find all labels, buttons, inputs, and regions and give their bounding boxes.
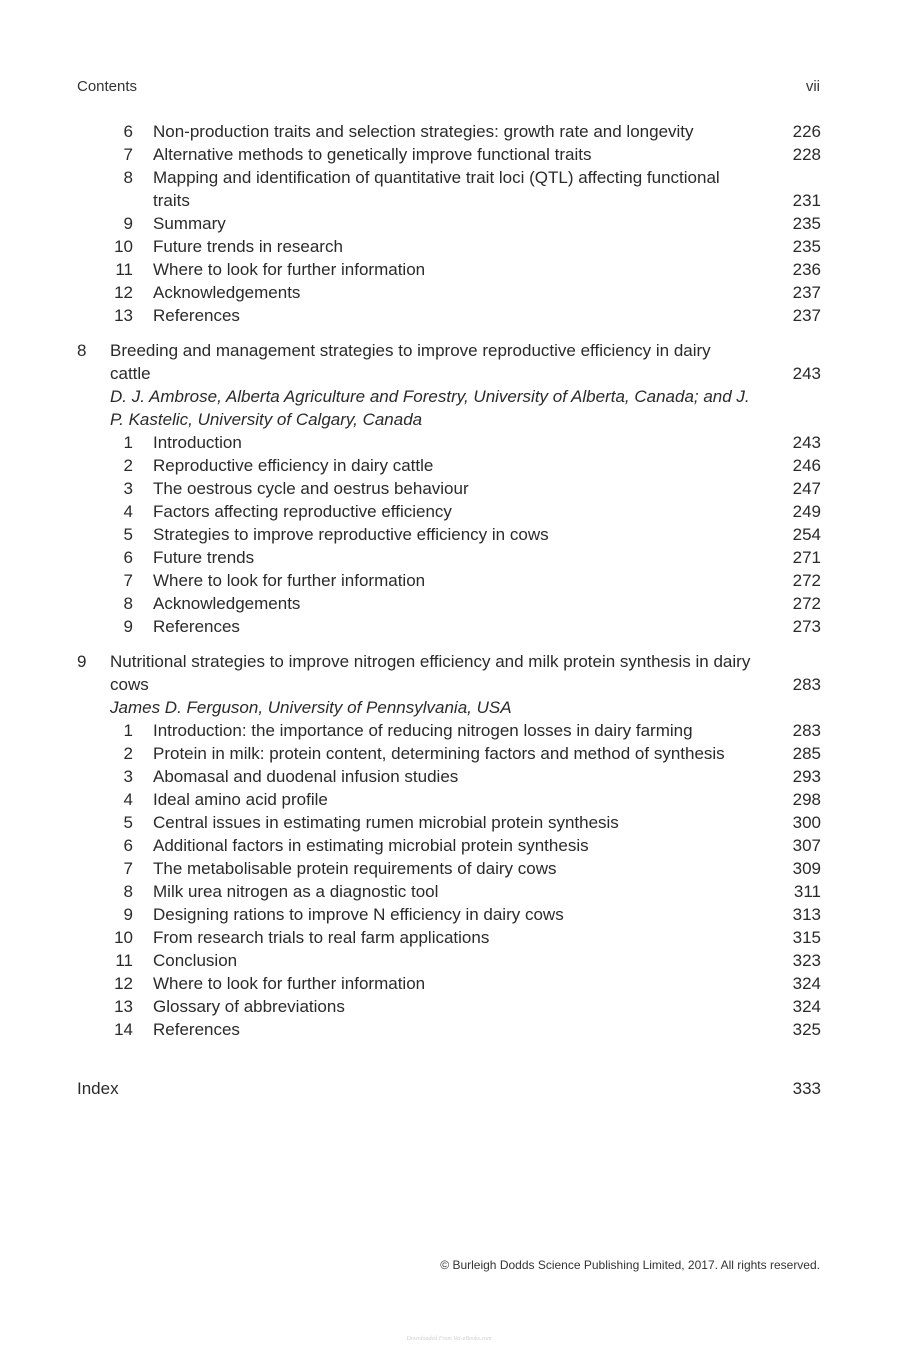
- entry-title: Mapping and identification of quantitative trait loci (QTL) affecting functional traits: [153, 168, 720, 210]
- entry-number: 5: [123, 525, 133, 544]
- entry-page: 237: [792, 283, 821, 302]
- chapter-authors: James D. Ferguson, University of Pennsylvania, USA: [110, 698, 512, 717]
- entry-number: 1: [123, 433, 133, 452]
- entry-page: 325: [792, 1020, 821, 1039]
- toc-entry[interactable]: [77, 834, 821, 857]
- entry-number: 13: [114, 306, 133, 325]
- toc-entry[interactable]: [77, 166, 821, 212]
- chapter-number: 8: [77, 341, 87, 360]
- toc-entry[interactable]: [77, 765, 821, 788]
- chapter-page: 243: [792, 364, 821, 383]
- entry-page: 254: [792, 525, 821, 544]
- entry-title: Glossary of abbreviations: [153, 997, 345, 1016]
- entry-number: 11: [115, 260, 133, 279]
- entry-number: 6: [123, 836, 133, 855]
- entry-number: 8: [123, 594, 133, 613]
- entry-page: 231: [792, 191, 821, 210]
- toc-entry[interactable]: [77, 477, 821, 500]
- entry-page: 237: [792, 306, 821, 325]
- chapter-heading[interactable]: [77, 339, 821, 385]
- toc-entry[interactable]: [77, 258, 821, 281]
- entry-title: Central issues in estimating rumen microbial protein synthesis: [153, 813, 619, 832]
- entry-page: 311: [793, 882, 821, 901]
- entry-number: 12: [114, 283, 133, 302]
- index-page: 333: [792, 1079, 821, 1098]
- chapter-title: Nutritional strategies to improve nitrogen efficiency and milk protein synthesis in dairy cows: [110, 652, 751, 694]
- header-section-title: Contents: [77, 78, 138, 95]
- entry-title: Acknowledgements: [153, 283, 301, 302]
- toc-entry[interactable]: [77, 235, 821, 258]
- entry-page: 298: [792, 790, 821, 809]
- entry-page: 272: [792, 594, 821, 613]
- entry-page: 285: [792, 744, 821, 763]
- toc-entry[interactable]: [77, 880, 821, 903]
- entry-title: Introduction: [153, 433, 242, 452]
- entry-page: 315: [792, 928, 821, 947]
- toc-entry[interactable]: [77, 304, 821, 327]
- entry-page: 236: [792, 260, 821, 279]
- entry-title: Additional factors in estimating microbial protein synthesis: [153, 836, 589, 855]
- entry-page: 249: [792, 502, 821, 521]
- toc-entry[interactable]: [77, 995, 821, 1018]
- entry-number: 1: [123, 721, 133, 740]
- index-entry[interactable]: [77, 1077, 821, 1100]
- entry-number: 2: [123, 456, 133, 475]
- entry-title: Future trends in research: [153, 237, 343, 256]
- entry-number: 4: [123, 790, 133, 809]
- entry-title: Milk urea nitrogen as a diagnostic tool: [153, 882, 439, 901]
- entry-title: Alternative methods to genetically improve functional traits: [153, 145, 592, 164]
- toc-entry[interactable]: [77, 926, 821, 949]
- entry-title: References: [153, 617, 240, 636]
- toc-entry[interactable]: [77, 212, 821, 235]
- chapter-number: 9: [77, 652, 87, 671]
- entry-page: 324: [792, 974, 821, 993]
- entry-title: Where to look for further information: [153, 571, 426, 590]
- chapter-authors: D. J. Ambrose, Alberta Agriculture and Forestry, University of Alberta, Canada; and J. P. Kastelic, University of Calgary, Canada: [110, 387, 750, 429]
- entry-number: 9: [123, 905, 133, 924]
- entry-number: 10: [114, 237, 133, 256]
- entry-number: 8: [123, 882, 133, 901]
- entry-page: 300: [792, 813, 821, 832]
- entry-title: Where to look for further information: [153, 260, 426, 279]
- toc-entry[interactable]: [77, 949, 821, 972]
- entry-title: Reproductive efficiency in dairy cattle: [153, 456, 434, 475]
- entry-title: The metabolisable protein requirements of dairy cows: [153, 859, 557, 878]
- chapter-8: [77, 339, 821, 638]
- running-header: [77, 78, 820, 98]
- toc-entry[interactable]: [77, 592, 821, 615]
- entry-number: 3: [123, 479, 133, 498]
- entry-title: Future trends: [153, 548, 255, 567]
- entry-title: The oestrous cycle and oestrus behaviour: [153, 479, 469, 498]
- entry-page: 293: [792, 767, 821, 786]
- toc-entry[interactable]: [77, 143, 821, 166]
- entry-number: 3: [123, 767, 133, 786]
- entry-page: 307: [792, 836, 821, 855]
- entry-title: Protein in milk: protein content, determining factors and method of synthesis: [153, 744, 725, 763]
- entry-number: 5: [123, 813, 133, 832]
- toc-entry[interactable]: [77, 857, 821, 880]
- copyright-notice: © Burleigh Dodds Science Publishing Limited, 2017. All rights reserved.: [440, 1258, 820, 1272]
- entry-number: 11: [115, 951, 133, 970]
- toc-entry[interactable]: [77, 546, 821, 569]
- entry-title: From research trials to real farm applications: [153, 928, 490, 947]
- toc-entry[interactable]: [77, 1018, 821, 1041]
- entry-number: 12: [114, 974, 133, 993]
- toc-entry[interactable]: [77, 615, 821, 638]
- toc-entry[interactable]: [77, 523, 821, 546]
- entry-number: 7: [123, 145, 133, 164]
- entry-page: 309: [792, 859, 821, 878]
- entry-page: 226: [792, 122, 821, 141]
- entry-title: Strategies to improve reproductive efficiency in cows: [153, 525, 549, 544]
- chapter-page: 283: [792, 675, 821, 694]
- entry-title: Acknowledgements: [153, 594, 301, 613]
- entry-title: Summary: [153, 214, 226, 233]
- toc-entry[interactable]: [77, 811, 821, 834]
- entry-number: 7: [123, 571, 133, 590]
- toc-entry[interactable]: [77, 719, 821, 742]
- toc-entry[interactable]: [77, 500, 821, 523]
- entry-page: 272: [792, 571, 821, 590]
- entry-page: 235: [792, 237, 821, 256]
- entry-title: Conclusion: [153, 951, 238, 970]
- chapter-9: [77, 650, 821, 1041]
- entry-number: 7: [123, 859, 133, 878]
- chapter-7-sections: [77, 120, 821, 327]
- entry-number: 2: [123, 744, 133, 763]
- toc-entry[interactable]: [77, 903, 821, 926]
- entry-page: 273: [792, 617, 821, 636]
- entry-number: 14: [114, 1020, 133, 1039]
- entry-title: Factors affecting reproductive efficiency: [153, 502, 452, 521]
- index-title: Index: [77, 1079, 119, 1098]
- entry-page: 324: [792, 997, 821, 1016]
- entry-number: 9: [123, 214, 133, 233]
- entry-number: 8: [123, 168, 133, 187]
- entry-title: Designing rations to improve N efficiency in dairy cows: [153, 905, 564, 924]
- toc-entry[interactable]: [77, 788, 821, 811]
- entry-number: 10: [114, 928, 133, 947]
- entry-title: Ideal amino acid profile: [153, 790, 328, 809]
- header-page-number: vii: [805, 78, 820, 95]
- entry-number: 6: [123, 122, 133, 141]
- toc-entry[interactable]: [77, 120, 821, 143]
- download-watermark: Downloaded From Vet-eBooks.com: [406, 1336, 492, 1342]
- entry-number: 4: [123, 502, 133, 521]
- chapter-heading[interactable]: [77, 650, 821, 696]
- table-of-contents: [77, 120, 821, 1100]
- toc-entry[interactable]: [77, 569, 821, 592]
- entry-page: 271: [792, 548, 821, 567]
- entry-title: Non-production traits and selection strategies: growth rate and longevity: [153, 122, 694, 141]
- toc-entry[interactable]: [77, 281, 821, 304]
- entry-page: 313: [792, 905, 821, 924]
- entry-page: 247: [792, 479, 821, 498]
- entry-page: 246: [792, 456, 821, 475]
- entry-title: References: [153, 306, 240, 325]
- entry-number: 9: [123, 617, 133, 636]
- entry-number: 6: [123, 548, 133, 567]
- toc-entry[interactable]: [77, 454, 821, 477]
- chapter-title: Breeding and management strategies to improve reproductive efficiency in dairy cattle: [110, 341, 711, 383]
- entry-page: 323: [792, 951, 821, 970]
- entry-page: 235: [792, 214, 821, 233]
- entry-title: Where to look for further information: [153, 974, 426, 993]
- entry-title: References: [153, 1020, 240, 1039]
- entry-number: 13: [114, 997, 133, 1016]
- toc-entry[interactable]: [77, 431, 821, 454]
- toc-entry[interactable]: [77, 972, 821, 995]
- entry-page: 243: [792, 433, 821, 452]
- entry-title: Abomasal and duodenal infusion studies: [153, 767, 459, 786]
- toc-entry[interactable]: [77, 742, 821, 765]
- entry-title: Introduction: the importance of reducing nitrogen losses in dairy farming: [153, 721, 693, 740]
- entry-page: 228: [792, 145, 821, 164]
- entry-page: 283: [792, 721, 821, 740]
